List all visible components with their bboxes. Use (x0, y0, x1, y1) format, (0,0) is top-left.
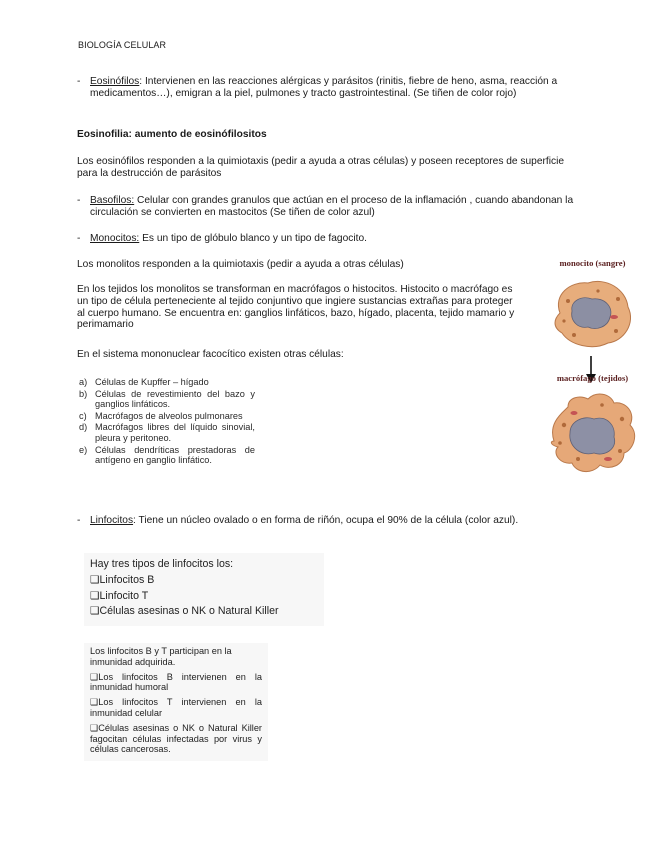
list-item: ❑Células asesinas o NK o Natural Killer fagocitan células infectadas por virus y células cancerosas. (90, 722, 262, 755)
list-item: ❑Linfocito T (90, 589, 149, 602)
list-item: ❑Linfocitos B (90, 573, 155, 586)
inmunidad-box (84, 643, 268, 761)
inmunidad-intro: Los linfocitos B y T participan en la inmunidad adquirida. (90, 646, 232, 667)
mononuclear-cell-list (79, 377, 255, 467)
monocitos-term: Monocitos: (90, 233, 140, 244)
tejidos-paragraph: En los tejidos los monolitos se transforman en macrófagos o histocitos. Histocito o macrófago es un tipo de célula perteneciente al tejido conjuntivo que ingiere sustancias extrañas para proteger al cuerpo humano. Se encuentra en: ganglios linfáticos, bazo, hígado, placenta, tejido mamario y perimamario (77, 284, 515, 331)
eosinofilos-bullet (77, 76, 585, 100)
monocyte-cell-icon (555, 281, 631, 346)
monocitos-bullet (77, 233, 585, 245)
list-item: b) Células de revestimiento del bazo y ganglios linfáticos. (79, 388, 255, 410)
types-title: Hay tres tipos de linfocitos los: (90, 558, 234, 570)
monocitos-text: Es un tipo de glóbulo blanco y un tipo de fagocito. (139, 233, 367, 244)
eosinofilos-text: : Intervienen en las reacciones alérgicas y parásitos (rinitis, fiebre de heno, asma, reacción a medicamentos…), emigran a la piel, pulmones y tracto gastrointestinal. (Se tiñen de color rojo) (90, 76, 558, 99)
bullet-dash: - (77, 233, 81, 244)
linfocitos-bullet (77, 515, 570, 527)
sistema-paragraph: En el sistema mononuclear facocítico existen otras células: (77, 349, 344, 360)
list-item: ❑Células asesinas o NK o Natural Killer (90, 605, 279, 618)
monocito-label: monocito (sangre) (559, 258, 626, 268)
eosinofilia-heading: Eosinofilia: aumento de eosinófilositos (77, 129, 267, 140)
bullet-dash: - (77, 195, 81, 206)
page-header: BIOLOGÍA CELULAR (78, 40, 167, 50)
linfocitos-term: Linfocitos (90, 515, 134, 526)
basofilos-term: Basofilos: (90, 195, 135, 206)
monocyte-macrophage-figure (540, 255, 645, 470)
list-item: e) Células dendríticas prestadoras de antígeno en ganglio linfático. (79, 444, 255, 466)
basofilos-text: Celular con grandes granulos que actúan en el proceso de la inflamación , cuando abandonan la circulación se convierten en mastocitos (Se tiñen de color azul) (90, 195, 574, 218)
list-item: d) Macrófagos libres del líquido sinovial, pleura y peritoneo. (79, 422, 255, 443)
list-item: ❑Los linfocitos B intervienen en la inmunidad humoral (90, 671, 262, 693)
linfocitos-text: : Tiene un núcleo ovalado o en forma de riñón, ocupa el 90% de la célula (color azul). (133, 515, 519, 526)
macrofago-label: macrófago (tejidos) (556, 373, 629, 383)
macrophage-cell-icon (551, 394, 634, 472)
list-item: a) Células de Kupffer – hígado (79, 377, 209, 387)
eosinofilos-paragraph: Los eosinófilos responden a la quimiotaxis (pedir a ayuda a otras células) y poseen receptores de superficie para la destrucción de parásitos (77, 156, 565, 179)
bullet-dash: - (77, 76, 81, 87)
list-item: c) Macrófagos de alveolos pulmonares (79, 410, 243, 421)
linfocitos-types-box (84, 553, 324, 626)
monolitos-paragraph: Los monolitos responden a la quimiotaxis (pedir a ayuda a otras células) (77, 259, 404, 270)
list-item: ❑Los linfocitos T intervienen en la inmunidad celular (90, 697, 262, 718)
eosinofilos-term: Eosinófilos (90, 76, 140, 87)
basofilos-bullet (77, 195, 585, 219)
bullet-dash: - (77, 515, 81, 526)
